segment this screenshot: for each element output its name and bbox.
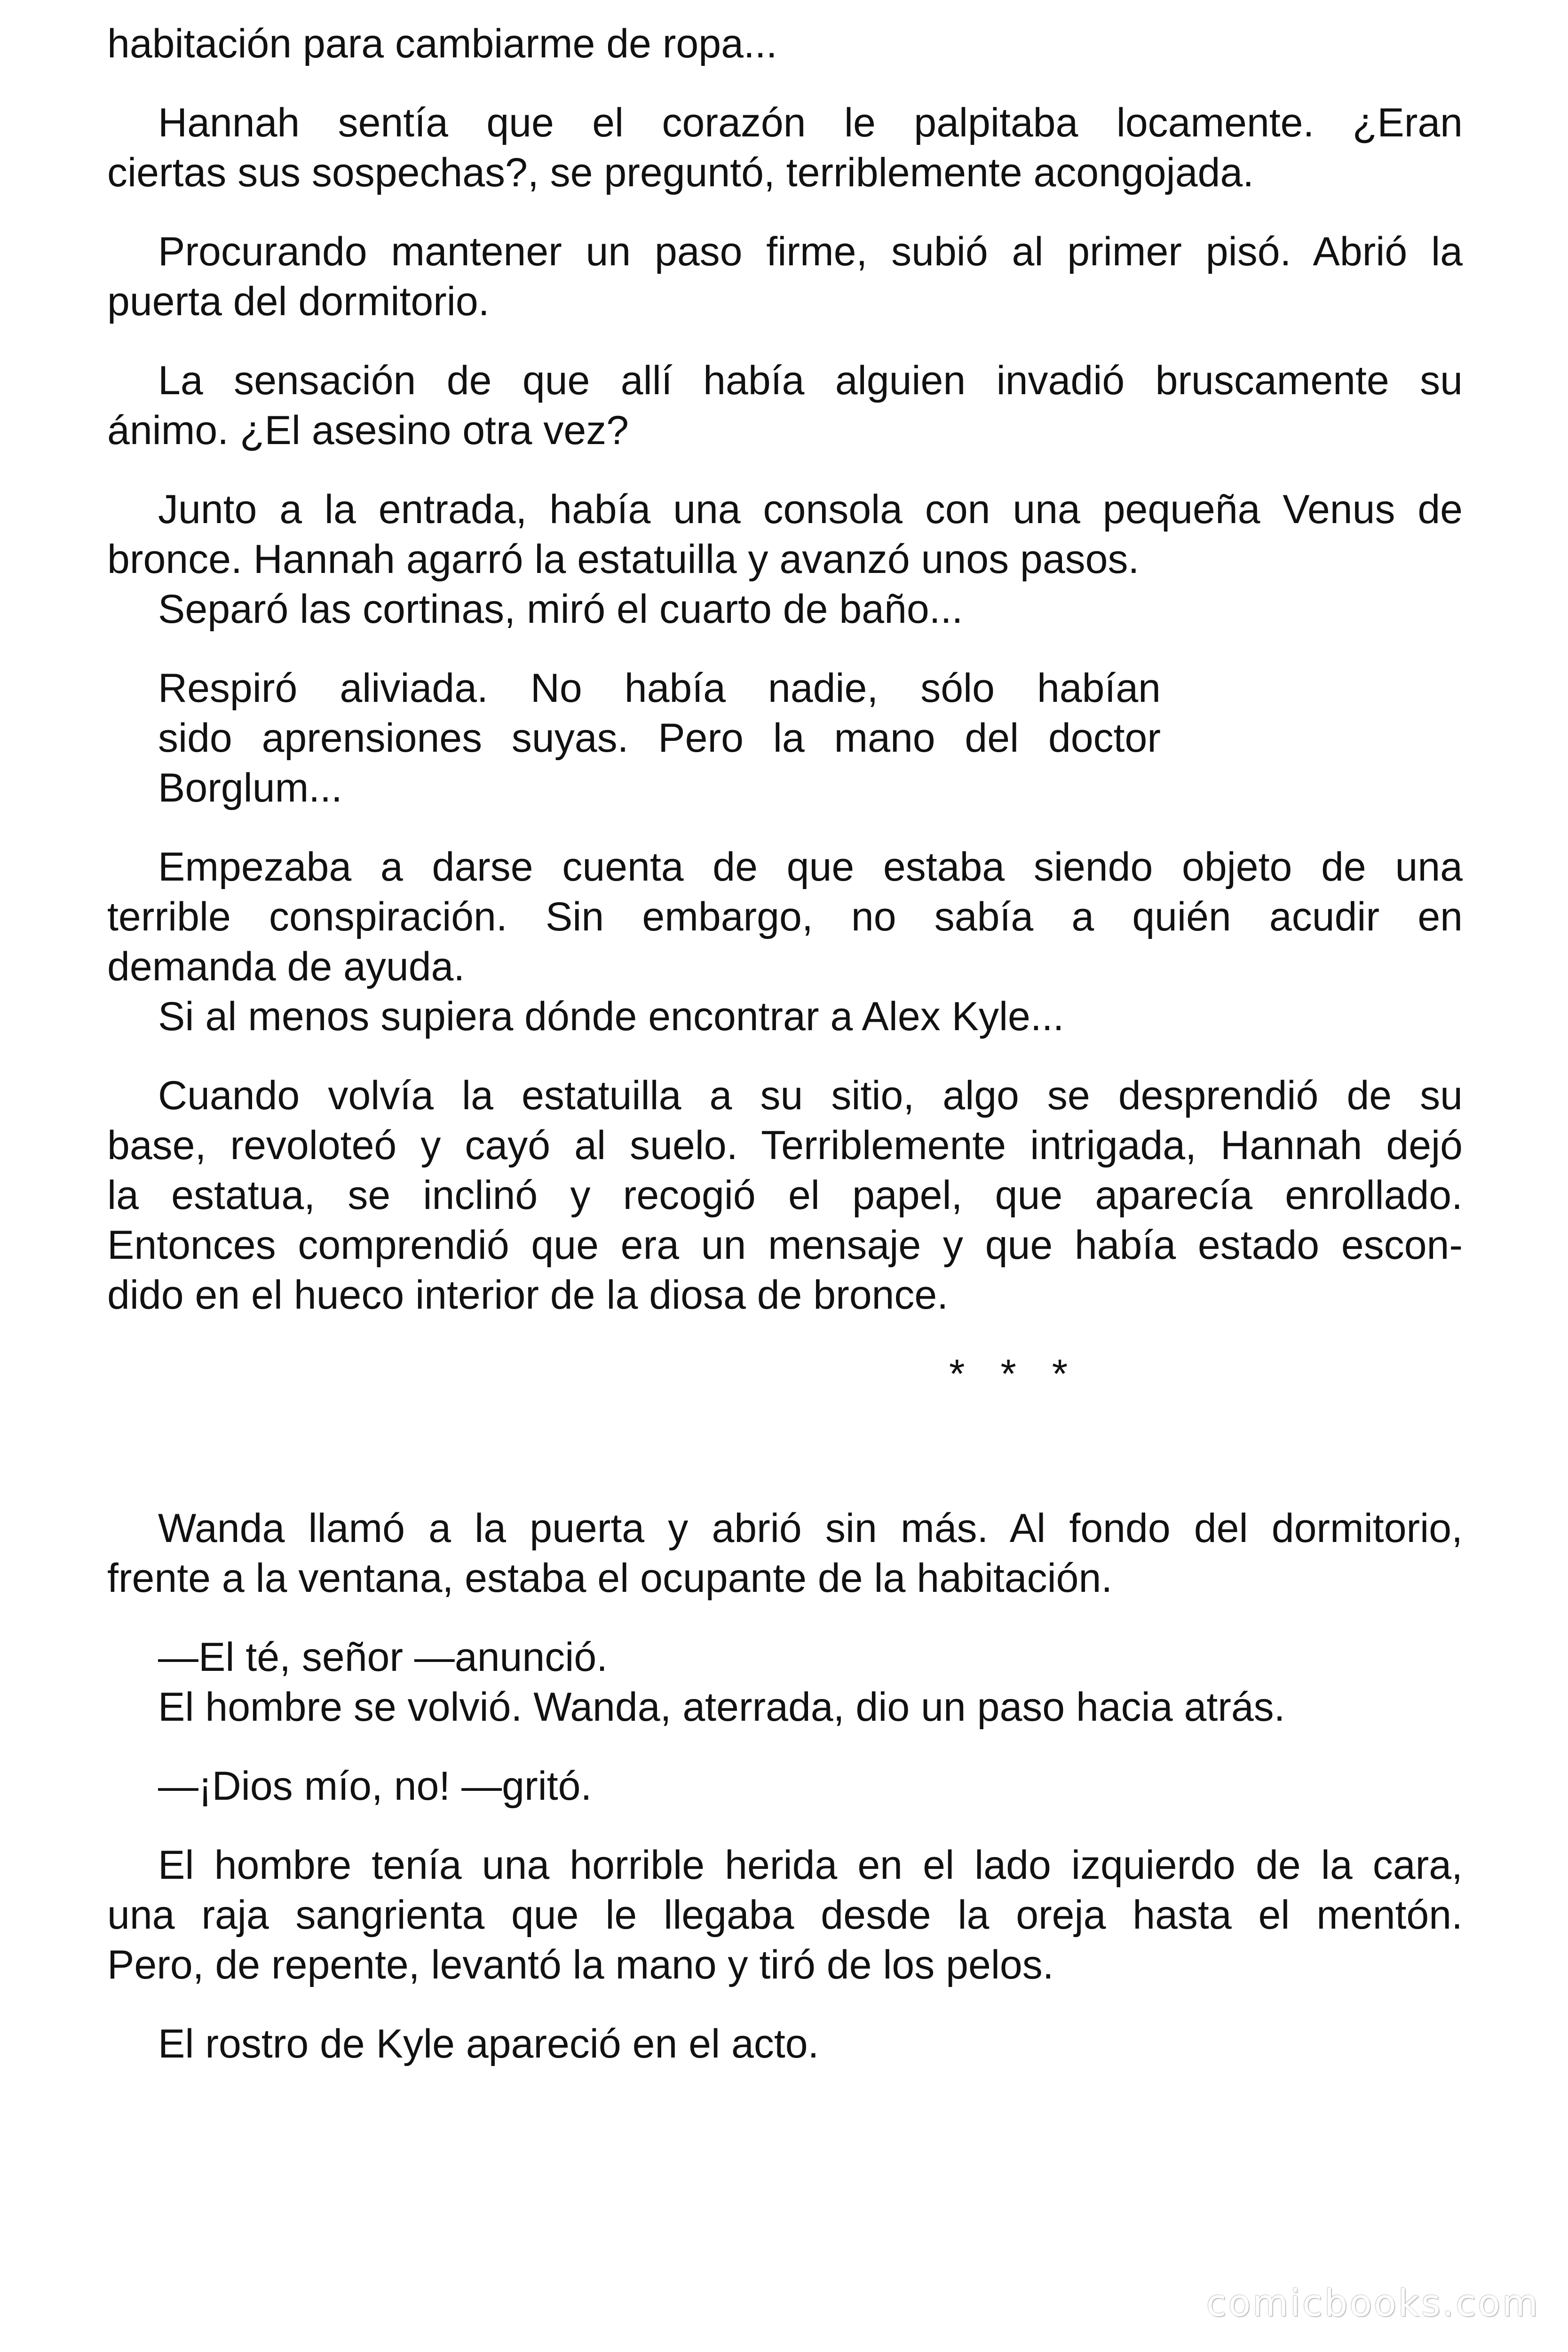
watermark-text: comicbooks.com	[1206, 2282, 1540, 2325]
text-line: El rostro de Kyle apareció en el acto.	[158, 2021, 819, 2066]
text-line: bronce. Hannah agarró la estatuilla y avanzó unos pasos.	[107, 537, 1140, 582]
text-line: El hombre se volvió. Wanda, aterrada, dio un paso hacia atrás.	[158, 1685, 1285, 1730]
paragraph	[107, 1761, 1463, 1811]
paragraph	[107, 584, 1463, 634]
text-line: base, revoloteó y cayó al suelo. Terriblemente intrigada, Hannah dejó	[107, 1123, 1463, 1168]
text-line: Entonces comprendió que era un mensaje y que había estado escon-	[107, 1223, 1463, 1268]
paragraph	[107, 842, 1463, 992]
text-block-after-break	[107, 1503, 1463, 2069]
text-block-before-break	[107, 19, 1463, 1320]
paragraph	[107, 1682, 1463, 1732]
text-line: Cuando volvía la estatuilla a su sitio, algo se desprendió de su	[158, 1073, 1463, 1118]
text-line: una raja sangrienta que le llegaba desde la oreja hasta el mentón.	[107, 1892, 1463, 1938]
paragraph	[158, 663, 1161, 813]
paragraph	[107, 227, 1463, 326]
text-line: Separó las cortinas, miró el cuarto de baño...	[158, 587, 963, 632]
paragraph	[107, 19, 1463, 69]
text-line: Empezaba a darse cuenta de que estaba siendo objeto de una	[158, 844, 1463, 890]
paragraph	[107, 2019, 1463, 2069]
text-line: El hombre tenía una horrible herida en el lado izquierdo de la cara,	[158, 1843, 1463, 1888]
text-line: Respiró aliviada. No había nadie, sólo habían	[158, 666, 1161, 711]
section-separator: * * *	[949, 1351, 1080, 1397]
text-line: terrible conspiración. Sin embargo, no sabía a quién acudir en	[107, 894, 1463, 939]
paragraph	[107, 1632, 1463, 1682]
text-line: ciertas sus sospechas?, se preguntó, terriblemente acongojada.	[107, 150, 1254, 195]
paragraph	[107, 1503, 1463, 1603]
text-line: Procurando mantener un paso firme, subió al primer pisó. Abrió la	[158, 229, 1463, 274]
text-line: frente a la ventana, estaba el ocupante de la habitación.	[107, 1556, 1113, 1601]
text-line: la estatua, se inclinó y recogió el papel, que aparecía enrollado.	[107, 1173, 1463, 1218]
text-line: habitación para cambiarme de ropa...	[107, 21, 777, 66]
paragraph	[107, 98, 1463, 198]
text-line: sido aprensiones suyas. Pero la mano del doctor	[158, 715, 1161, 761]
text-line: —El té, señor —anunció.	[158, 1635, 608, 1680]
paragraph	[107, 1840, 1463, 1990]
text-line: —¡Dios mío, no! —gritó.	[158, 1764, 592, 1809]
text-line: dido en el hueco interior de la diosa de bronce.	[107, 1272, 949, 1318]
paragraph	[107, 485, 1463, 584]
text-line: puerta del dormitorio.	[107, 279, 490, 324]
paragraph	[107, 992, 1463, 1041]
text-line: demanda de ayuda.	[107, 944, 465, 989]
text-line: Wanda llamó a la puerta y abrió sin más. Al fondo del dormitorio,	[158, 1506, 1463, 1551]
text-line: Borglum...	[158, 765, 342, 810]
text-line: Si al menos supiera dónde encontrar a Alex Kyle...	[158, 994, 1064, 1039]
text-line: Hannah sentía que el corazón le palpitaba locamente. ¿Eran	[158, 100, 1463, 145]
text-line: La sensación de que allí había alguien invadió bruscamente su	[158, 358, 1463, 403]
text-line: Junto a la entrada, había una consola con una pequeña Venus de	[158, 487, 1463, 532]
text-line: Pero, de repente, levantó la mano y tiró de los pelos.	[107, 1942, 1054, 1987]
page-text	[107, 19, 1463, 2098]
text-line: ánimo. ¿El asesino otra vez?	[107, 408, 629, 453]
paragraph	[107, 356, 1463, 455]
paragraph	[107, 1071, 1463, 1320]
